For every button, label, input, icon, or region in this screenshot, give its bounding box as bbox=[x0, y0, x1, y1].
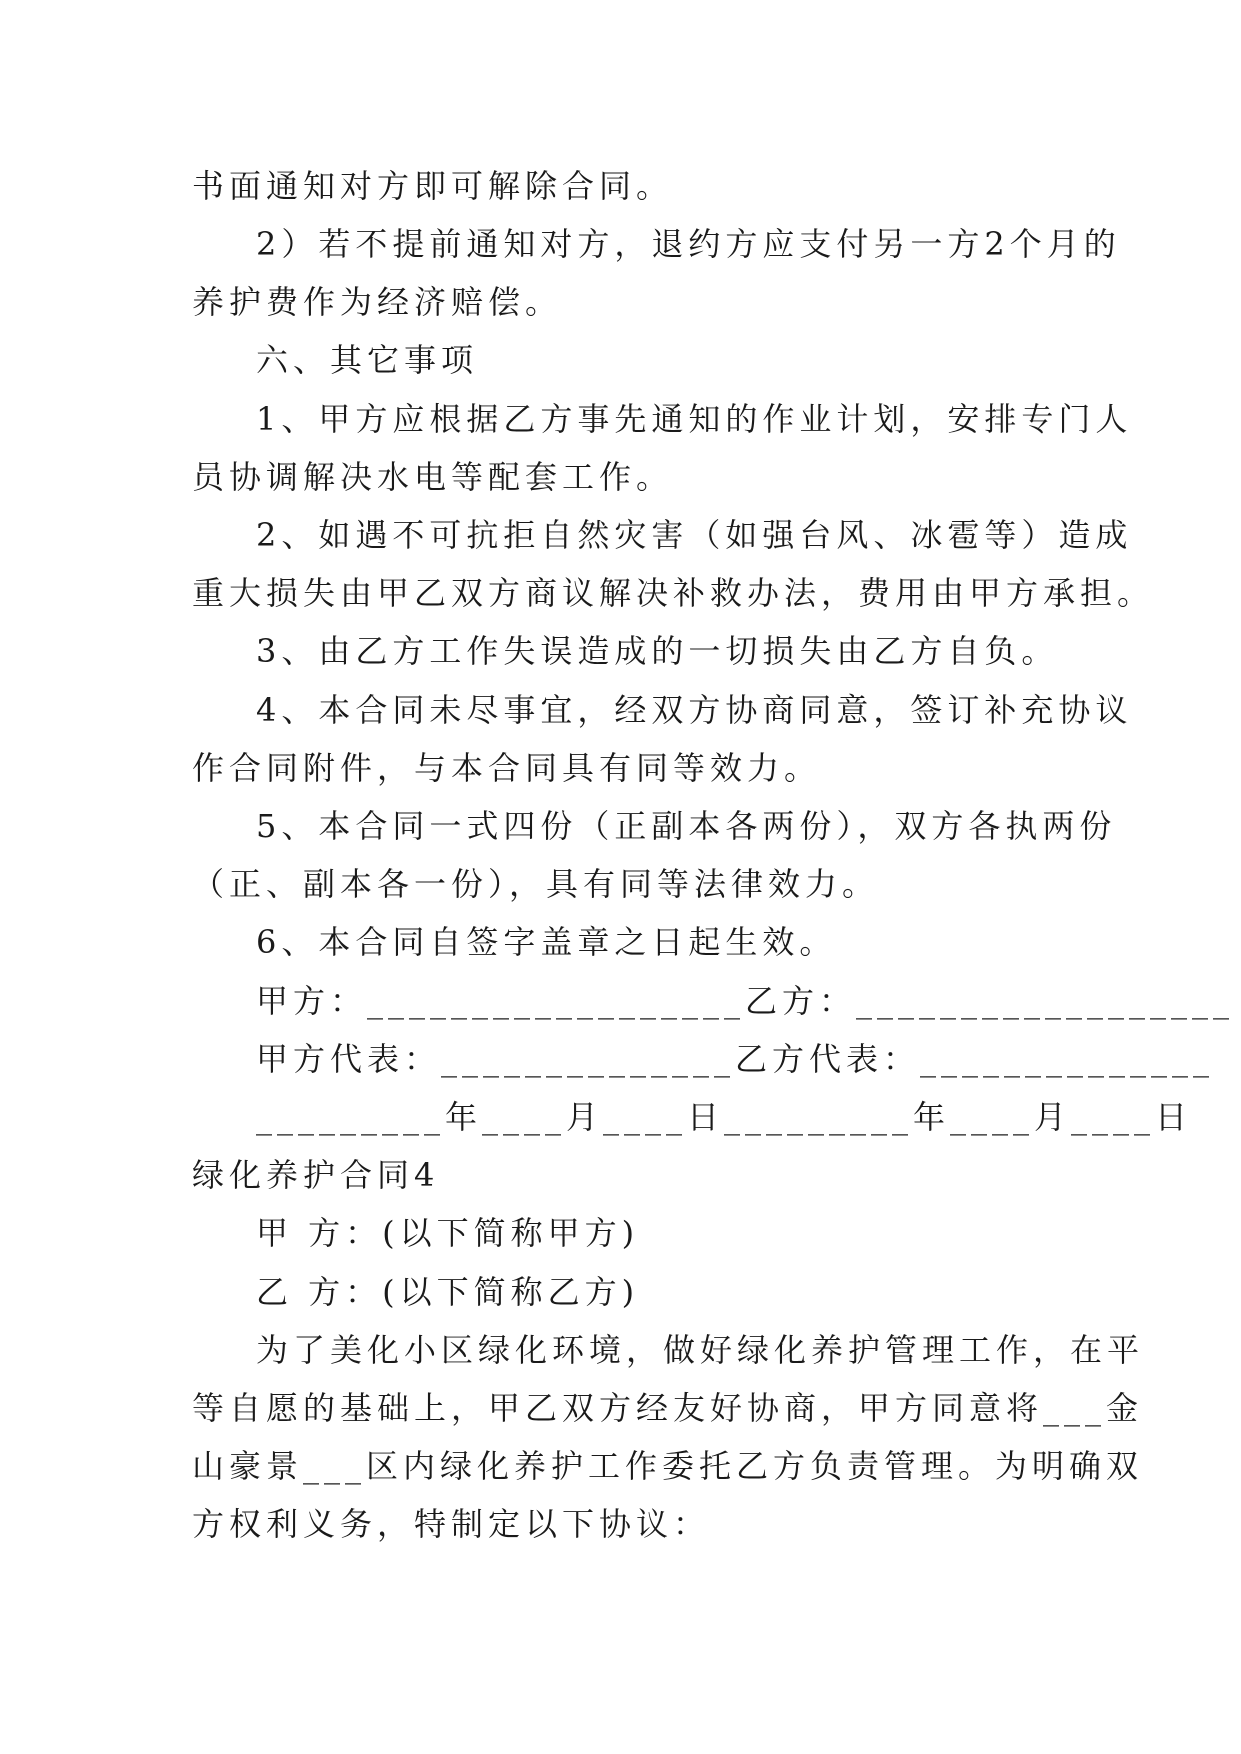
text-line: 5、本合同一式四份（正副本各两份），双方各执两份 bbox=[256, 807, 1117, 845]
text-line: 养护费作为经济赔偿。 bbox=[192, 283, 563, 321]
text-line: 为了美化小区绿化环境，做好绿化养护管理工作，在平 bbox=[256, 1331, 1145, 1369]
text-line: 书面通知对方即可解除合同。 bbox=[192, 167, 674, 205]
party-a-line: 甲 方：(以下简称甲方) bbox=[256, 1214, 640, 1252]
contract-title: 绿化养护合同4 bbox=[192, 1156, 440, 1194]
text-line: （正、副本各一份），具有同等法律效力。 bbox=[192, 865, 880, 903]
text-line: 2）若不提前通知对方，退约方应支付另一方2个月的 bbox=[256, 225, 1121, 263]
text-line: 6、本合同自签字盖章之日起生效。 bbox=[256, 923, 837, 961]
signature-line-representatives: 甲方代表：______________乙方代表：______________ bbox=[256, 1040, 1215, 1078]
text-line: 方权利义务，特制定以下协议： bbox=[192, 1505, 711, 1543]
text-line: 员协调解决水电等配套工作。 bbox=[192, 458, 674, 496]
signature-line-dates: _________年____月____日_________年____月____日 bbox=[256, 1098, 1193, 1136]
text-line: 山豪景___区内绿化养护工作委托乙方负责管理。为明确双 bbox=[192, 1447, 1144, 1485]
section-heading: 六、其它事项 bbox=[256, 341, 479, 379]
text-line: 2、如遇不可抗拒自然灾害（如强台风、冰雹等）造成 bbox=[256, 516, 1133, 554]
party-b-line: 乙 方：(以下简称乙方) bbox=[256, 1273, 640, 1311]
text-line: 4、本合同未尽事宜，经双方协商同意，签订补充协议 bbox=[256, 691, 1133, 729]
text-line: 1、甲方应根据乙方事先通知的作业计划，安排专门人 bbox=[256, 400, 1133, 438]
text-line: 作合同附件，与本合同具有同等效力。 bbox=[192, 749, 822, 787]
text-line: 重大损失由甲乙双方商议解决补救办法，费用由甲方承担。 bbox=[192, 574, 1155, 612]
signature-line-parties: 甲方：__________________乙方：__________________ bbox=[256, 982, 1235, 1020]
text-line: 等自愿的基础上，甲乙双方经友好协商，甲方同意将___金 bbox=[192, 1389, 1144, 1427]
text-line: 3、由乙方工作失误造成的一切损失由乙方自负。 bbox=[256, 632, 1059, 670]
